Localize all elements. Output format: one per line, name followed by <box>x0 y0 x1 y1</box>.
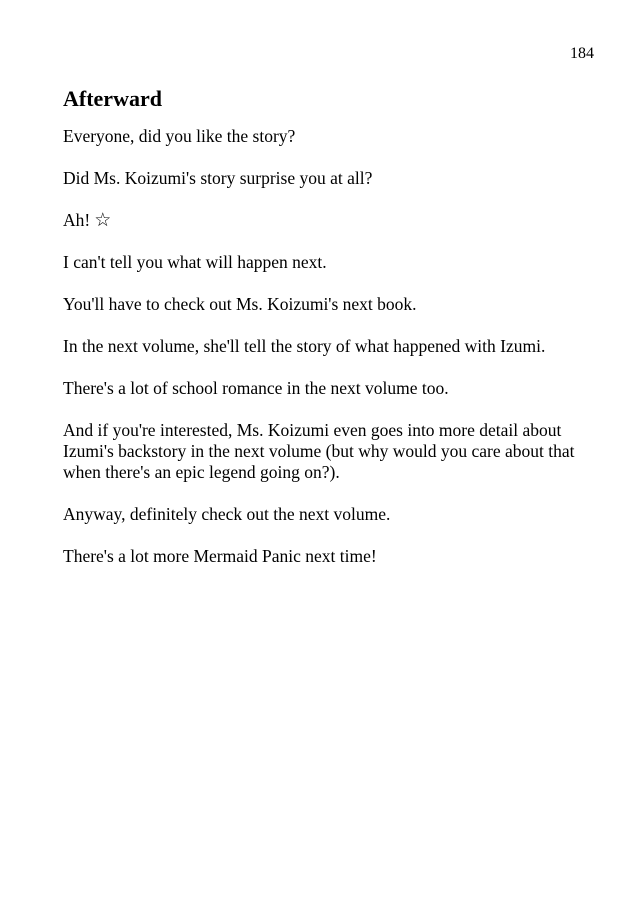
page-title: Afterward <box>63 86 162 111</box>
page-number: 184 <box>570 45 594 62</box>
paragraph: There's a lot of school romance in the next volume too. <box>63 378 449 398</box>
paragraph: I can't tell you what will happen next. <box>63 252 327 272</box>
paragraph-text: Ah! <box>63 210 91 230</box>
paragraph: And if you're interested, Ms. Koizumi even goes into more detail about Izumi's backstory in the next volume (but why would you care about that when there's an epic legend going on?). <box>63 420 575 482</box>
paragraph: There's a lot more Mermaid Panic next time! <box>63 546 377 566</box>
paragraph-with-star <box>63 210 583 231</box>
paragraph: Anyway, definitely check out the next volume. <box>63 504 391 524</box>
star-outline-icon: ☆ <box>94 209 112 231</box>
paragraph: You'll have to check out Ms. Koizumi's next book. <box>63 294 417 314</box>
paragraph: Did Ms. Koizumi's story surprise you at all? <box>63 168 373 188</box>
paragraph: Everyone, did you like the story? <box>63 126 296 146</box>
page-content <box>63 86 583 588</box>
paragraph: In the next volume, she'll tell the story of what happened with Izumi. <box>63 336 546 356</box>
